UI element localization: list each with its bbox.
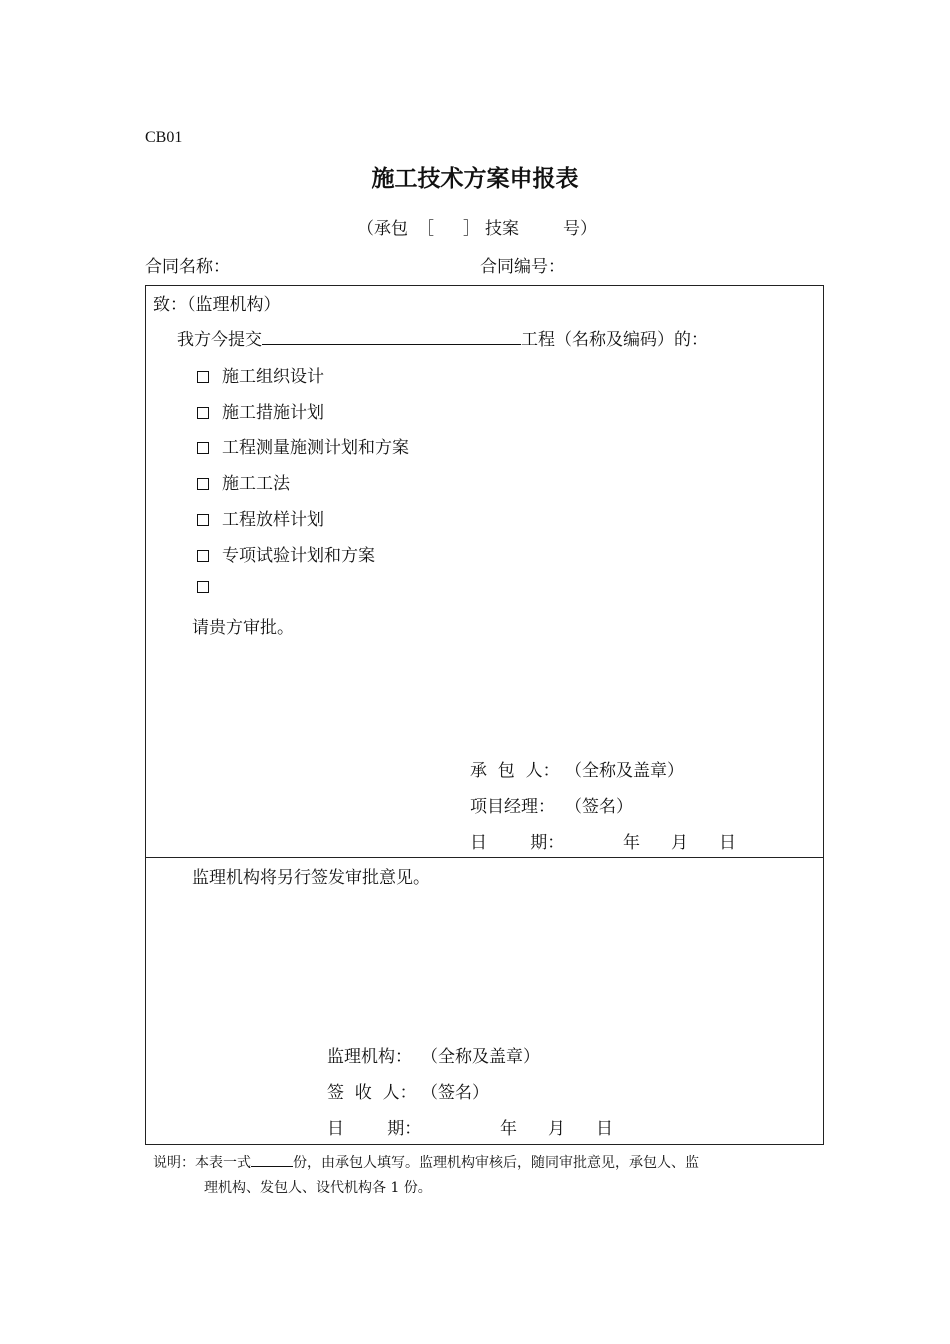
manager-value: （签名） (565, 797, 633, 817)
supervisor-org-value: （全称及盖章） (421, 1047, 540, 1067)
option-item[interactable] (197, 398, 324, 423)
contract-no-label: 合同编号： (480, 257, 565, 277)
option-label: 工程放样计划 (222, 510, 324, 530)
checkbox-icon[interactable] (197, 442, 209, 454)
project-name-blank[interactable] (262, 343, 521, 345)
option-label: 专项试验计划和方案 (222, 546, 375, 566)
option-label: 施工措施计划 (222, 403, 324, 423)
page-title: 施工技术方案申报表 (371, 166, 579, 192)
option-item[interactable] (197, 362, 324, 387)
date-year: 年 (500, 1119, 517, 1139)
contractor-value: （全称及盖章） (565, 761, 684, 781)
submit-suffix: 工程（名称及编码）的： (521, 330, 708, 350)
contractor-label: 承 包 人： (470, 761, 560, 781)
option-label: 施工工法 (222, 474, 290, 494)
reference-prefix: （承包 (357, 219, 408, 239)
contract-name-label: 合同名称： (145, 257, 230, 277)
option-item[interactable] (197, 469, 290, 494)
footnote-line2: 理机构、发包人、设代机构各 1 份。 (204, 1180, 432, 1196)
option-item[interactable] (197, 541, 375, 566)
date-month: 月 (548, 1119, 565, 1139)
supervisor-org-label: 监理机构： (327, 1047, 412, 1067)
date-year: 年 (623, 833, 640, 853)
footnote-prefix: 说明：本表一式 (153, 1155, 251, 1171)
request-text: 请贵方审批。 (192, 618, 294, 638)
checkbox-icon[interactable] (197, 478, 209, 490)
reference-number-suffix: 号） (563, 219, 597, 239)
footnote-suffix: 份，由承包人填写。监理机构审核后，随同审批意见，承包人、监 (293, 1155, 699, 1171)
option-label: 工程测量施测计划和方案 (222, 438, 409, 458)
date-day: 日 (596, 1119, 613, 1139)
checkbox-icon[interactable] (197, 550, 209, 562)
submit-prefix: 我方今提交 (177, 330, 262, 350)
option-item[interactable] (197, 433, 409, 458)
option-item[interactable] (197, 577, 222, 597)
receiver-value: （签名） (421, 1083, 489, 1103)
date-day: 日 (719, 833, 736, 853)
submit-line (177, 325, 708, 350)
checkbox-icon[interactable] (197, 407, 209, 419)
to-label: 致：（监理机构） (153, 295, 281, 315)
copies-blank[interactable] (251, 1165, 293, 1167)
date-month: 月 (671, 833, 688, 853)
reference-bracket-close: ］ (463, 219, 480, 239)
manager-label: 项目经理： (470, 797, 555, 817)
opinion-text: 监理机构将另行签发审批意见。 (192, 868, 430, 888)
checkbox-icon[interactable] (197, 581, 209, 593)
footnote-line1 (153, 1152, 699, 1172)
reference-bracket-open: ［ (417, 219, 434, 239)
reference-tech: 技案 (485, 219, 519, 239)
option-item[interactable] (197, 505, 324, 530)
checkbox-icon[interactable] (197, 371, 209, 383)
checkbox-icon[interactable] (197, 514, 209, 526)
section-divider (145, 857, 824, 858)
date-label: 日 期： (470, 833, 565, 853)
option-label: 施工组织设计 (222, 367, 324, 387)
receiver-label: 签 收 人： (327, 1083, 417, 1103)
date-label: 日 期： (327, 1119, 422, 1139)
form-code: CB01 (145, 129, 183, 146)
